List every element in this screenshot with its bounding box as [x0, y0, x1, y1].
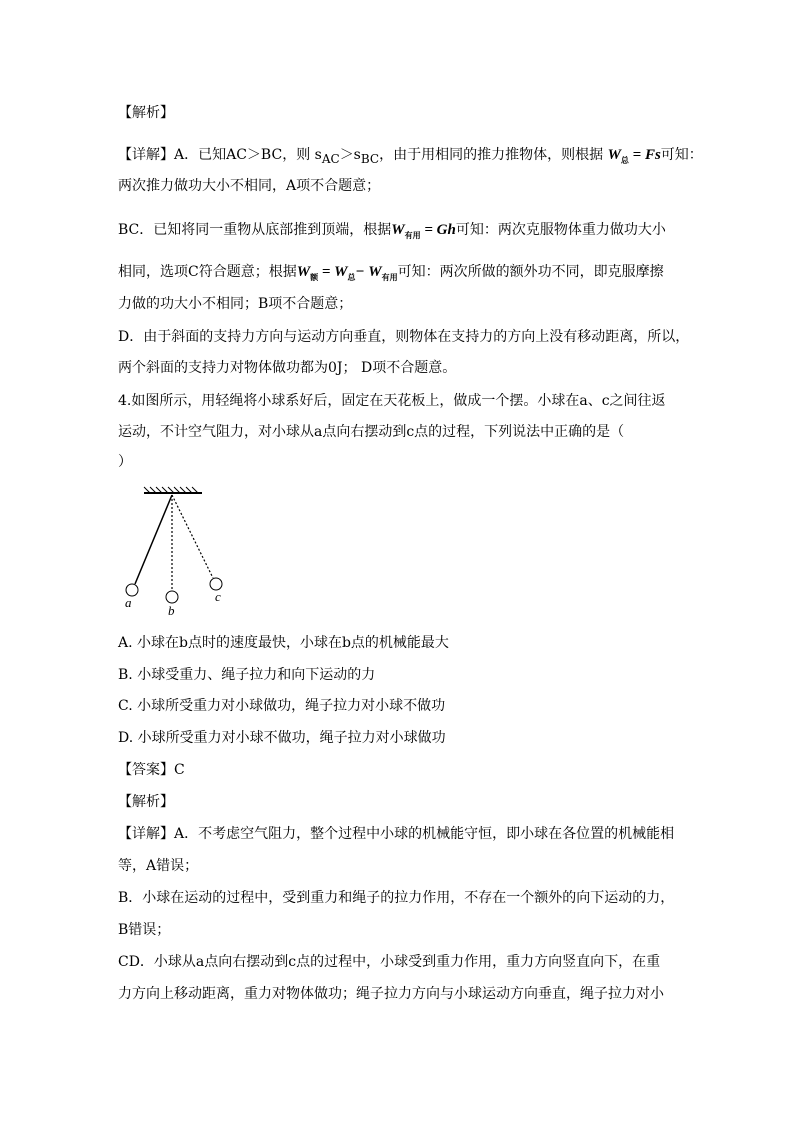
detail-line-3 [118, 221, 666, 245]
text: 相同，选项C符合题意；根据 [118, 264, 297, 280]
label-c: c [215, 589, 221, 604]
formula-w-extra: $W_额 = W_总- W_{有用}$ [296, 264, 398, 282]
subscript: AC [321, 151, 340, 166]
text: BC．已知将同一重物从底部推到顶端，根据 [118, 222, 392, 238]
string-a [135, 495, 172, 584]
formula-w-useful: $W_{有用} = Gh$ [391, 222, 456, 240]
detail-line-1 [118, 146, 703, 170]
detail-line-5: 力做的功大小不相同；B项不合题意； [118, 296, 353, 312]
option-a: A. 小球在b点时的速度最快，小球在b点的机械能最大 [118, 635, 449, 651]
label-a: a [125, 595, 132, 610]
pendulum-figure [110, 480, 310, 620]
detail-line-2: 两次推力做功大小不相同，A项不合题意； [118, 178, 381, 194]
section-heading-analysis-2: 【解析】 [118, 794, 174, 810]
label-b: b [168, 603, 175, 618]
detail-2-line-2: 等，A错误； [118, 858, 199, 874]
option-b: B. 小球受重力、绳子拉力和向下运动的力 [118, 667, 376, 683]
detail-2-line-1: 【详解】A．不考虑空气阻力，整个过程中小球的机械能守恒，即小球在各位置的机械能相 [118, 826, 675, 842]
string-c [172, 495, 213, 578]
detail-line-4 [118, 263, 664, 287]
section-heading-analysis: 【解析】 [118, 105, 174, 121]
detail-2-line-3: B．小球在运动的过程中，受到重力和绳子的拉力作用，不存在一个额外的向下运动的力， [118, 890, 675, 906]
text: ＞s [339, 147, 361, 163]
detail-2-line-4: B错误； [118, 922, 171, 938]
detail-2-line-5: CD．小球从a点向右摆动到c点的过程中，小球受到重力作用，重力方向竖直向下，在重 [118, 954, 661, 970]
detail-2-line-6: 力方向上移动距离，重力对物体做功；绳子拉力方向与小球运动方向垂直，绳子拉力对小 [118, 986, 664, 1002]
text: 【详解】A．已知AC＞BC，则 s [118, 147, 322, 163]
text: 可知： [660, 147, 703, 163]
formula-w-total: $W_总 = Fs$ [607, 147, 661, 165]
question-4-line-1: 4.如图所示，用轻绳将小球系好后，固定在天花板上，做成一个摆。小球在a、c之间往返 [118, 393, 666, 409]
question-4-line-3: ） [118, 454, 132, 470]
text: 可知：两次所做的额外功不同，即克服摩擦 [397, 264, 664, 280]
answer: 【答案】C [118, 762, 185, 778]
question-4-line-2: 运动，不计空气阻力，对小球从a点向右摆动到c点的过程，下列说法中正确的是（ [118, 424, 625, 440]
text: ，由于用相同的推力推物体，则根据 [379, 147, 604, 163]
detail-line-7: 两个斜面的支持力对物体做功都为0J； D项不合题意。 [118, 360, 457, 376]
text: 可知：两次克服物体重力做功大小 [455, 222, 666, 238]
subscript: BC [360, 151, 380, 166]
ball-b [166, 591, 178, 603]
option-d: D. 小球所受重力对小球不做功，绳子拉力对小球做功 [118, 730, 446, 746]
option-c: C. 小球所受重力对小球做功，绳子拉力对小球不做功 [118, 698, 446, 714]
detail-line-6: D．由于斜面的支持力方向与运动方向垂直，则物体在支持力的方向上没有移动距离，所以， [118, 329, 690, 345]
